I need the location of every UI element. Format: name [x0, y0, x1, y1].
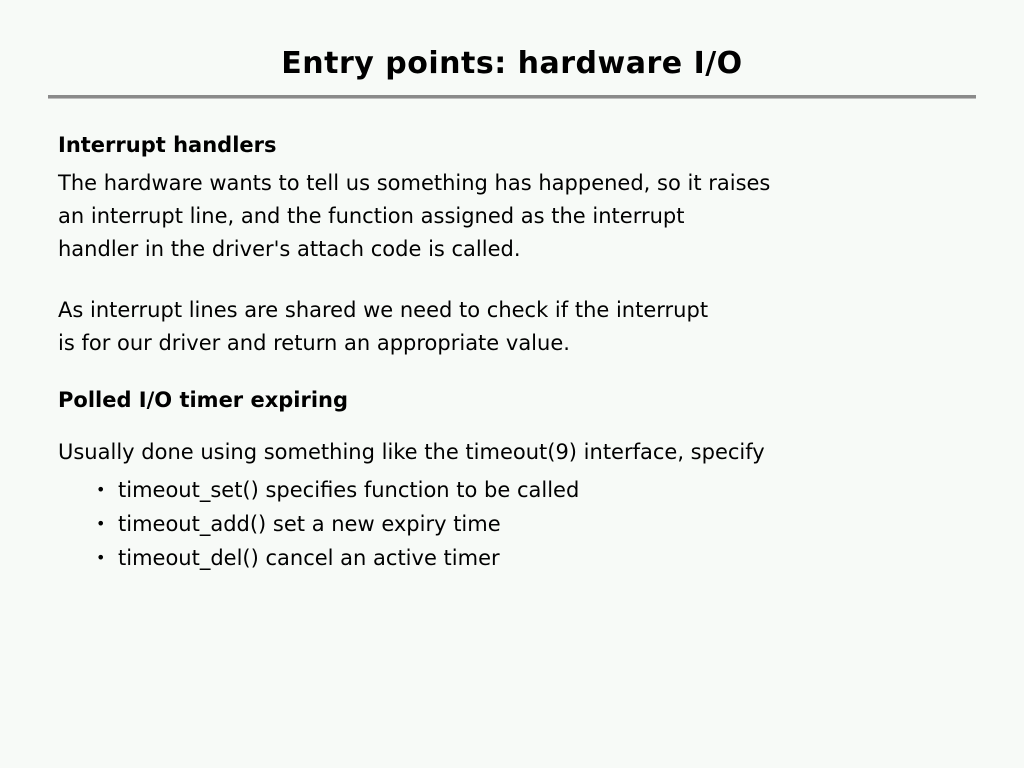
paragraph-line: The hardware wants to tell us something has happened, so it raises	[58, 171, 771, 195]
list-item: • timeout_del() cancel an active timer	[96, 541, 968, 575]
paragraph	[58, 167, 968, 266]
page-title: Entry points: hardware I/O	[281, 46, 743, 81]
paragraph	[58, 294, 968, 360]
spacer	[58, 360, 968, 388]
spacer	[58, 266, 968, 294]
slide-body	[0, 99, 1024, 575]
section-heading: Polled I/O timer expiring	[58, 388, 349, 412]
list-item: • timeout_set() specifies function to be called	[96, 473, 968, 507]
paragraph-line: handler in the driver's attach code is called.	[58, 237, 521, 261]
paragraph-line: Usually done using something like the timeout(9) interface, specify	[58, 440, 765, 464]
section-polled-io-timer	[58, 388, 968, 575]
paragraph	[58, 436, 968, 469]
paragraph-line: As interrupt lines are shared we need to check if the interrupt	[58, 298, 709, 322]
spacer	[58, 422, 968, 436]
paragraph-line: an interrupt line, and the function assigned as the interrupt	[58, 204, 685, 228]
section-interrupt-handlers	[58, 133, 968, 360]
paragraph-line: is for our driver and return an appropriate value.	[58, 331, 570, 355]
list-item: • timeout_add() set a new expiry time	[96, 507, 968, 541]
bullet-list	[58, 473, 968, 575]
section-heading: Interrupt handlers	[58, 133, 277, 157]
